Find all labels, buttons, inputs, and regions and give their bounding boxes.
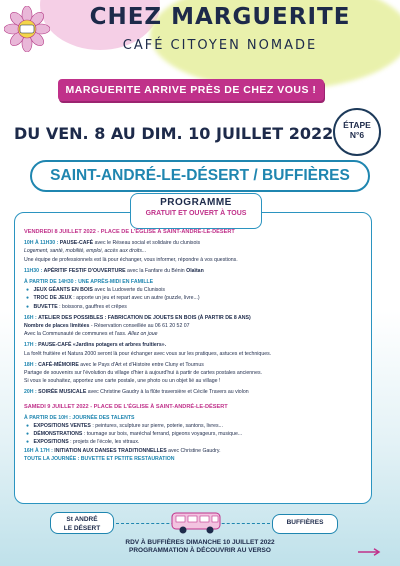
- list-item: ● EXPOSITIONS VENTES : peintures, sculpture sur pierre, poterie, santons, livres...: [24, 422, 364, 430]
- list-item: 10H À 11H30 : PAUSE-CAFÉ avec le Réseau social et solidaire du clunisois: [24, 240, 201, 247]
- etape-number: N°6: [349, 130, 365, 140]
- rdv-line1: RDV À BUFFIÈRES DIMANCHE 10 JUILLET 2022: [125, 539, 275, 546]
- list-item-detail: Logement, santé, mobilité, emploi, accès aux droits...: [24, 248, 147, 255]
- programme-subtitle: GRATUIT ET OUVERT À TOUS: [145, 210, 247, 217]
- friday-heading: VENDREDI 8 JUILLET 2022 - PLACE DE L'ÉGLISE À SAINT-ANDRÉ-LE-DÉSERT: [24, 229, 235, 235]
- flower-logo-icon: [4, 6, 50, 52]
- list-item: 20H : SOIRÉE MUSICALE avec Christine Gaudry à la flûte traversière et Cécile Travers au violon: [24, 389, 249, 396]
- list-item-detail: Une équipe de professionnels est là pour échanger, vous informer, répondre à vos questions.: [24, 256, 238, 263]
- stop-buffieres: BUFFIÈRES: [272, 514, 338, 534]
- list-item: ● DÉMONSTRATIONS : tournage sur bois, maréchal ferrand, pigeons voyageurs, musique...: [24, 430, 364, 438]
- list-item: 18H : CAFÉ-MÉMOIRE avec le Pays d'Art et d'Histoire entre Cluny et Tournus: [24, 361, 204, 368]
- rdv-line2: PROGRAMMATION À DÉCOUVRIR AU VERSO: [129, 547, 271, 554]
- list-item-detail: La forêt fruitière et Natura 2000 seront là pour échanger avec vous sur les pratiques, astuces et techniques.: [24, 350, 272, 357]
- stop-saint-andre-line2: LE DÉSERT: [63, 525, 101, 532]
- list-item: 16H : ATELIER DES POSSIBLES : FABRICATION DE JOUETS EN BOIS (À PARTIR DE 8 ANS): [24, 314, 251, 321]
- van-icon: [168, 510, 226, 536]
- page-title: CHEZ MARGUERITE: [89, 4, 351, 30]
- event-dates: DU VEN. 8 AU DIM. 10 JUILLET 2022: [14, 124, 334, 143]
- etape-label: ÉTAPE: [343, 120, 371, 130]
- page-subtitle: CAFÉ CITOYEN NOMADE: [122, 38, 318, 53]
- rdv-note: [60, 539, 340, 555]
- stop-saint-andre: [50, 512, 114, 534]
- saturday-heading: SAMEDI 9 JUILLET 2022 - PLACE DE L'ÉGLISE À SAINT-ANDRÉ-LE-DÉSERT: [24, 403, 228, 410]
- list-item: ● EXPOSITIONS : projets de l'école, les vitraux.: [24, 438, 364, 446]
- list-item-detail: Partage de souvenirs sur l'évolution du village d'hier à aujourd'hui à partir de cartes postales anciennes.: [24, 370, 262, 377]
- programme-content: [24, 228, 364, 463]
- list-item: ● TROC DE JEUX : apporte un jeu et repart avec un autre (puzzle, livre...): [24, 294, 364, 302]
- talents-heading: À PARTIR DE 10H : JOURNÉE DES TALENTS: [24, 414, 135, 421]
- arrow-right-icon: [358, 548, 382, 556]
- list-item: ● BUVETTE : boissons, gauffres et crêpes: [24, 303, 364, 311]
- programme-title: PROGRAMME: [160, 197, 232, 208]
- event-place: SAINT-ANDRÉ-LE-DÉSERT / BUFFIÈRES: [30, 160, 370, 192]
- etape-badge: [333, 108, 381, 156]
- list-item: 11H30 : APÉRITIF FESTIF D'OUVERTURE avec la Fanfare du Bénin Olaïtan: [24, 267, 204, 274]
- programme-header: [130, 193, 262, 229]
- list-item-detail: Si vous le souhaitez, apportez une carte postale, une photo ou un objet lié au village !: [24, 378, 221, 385]
- list-item-detail: Avec la Communauté de communes et l'ass. Allez on joue: [24, 331, 158, 338]
- list-item: 17H : PAUSE-CAFÉ «Jardins potagers et arbres fruitiers».: [24, 342, 167, 349]
- list-item: ● JEUX GÉANTS EN BOIS avec la Ludoverte du Clunisois: [24, 286, 364, 294]
- arrival-banner: MARGUERITE ARRIVE PRÈS DE CHEZ VOUS !: [58, 79, 324, 101]
- stop-saint-andre-line1: St ANDRÉ: [66, 516, 98, 523]
- list-item: 16H À 17H : INITIATION AUX DANSES TRADITIONNELLES avec Christine Gaudry.: [24, 447, 221, 454]
- family-heading: À PARTIR DE 14H30 : UNE APRÈS-MIDI EN FAMILLE: [24, 279, 154, 286]
- list-item-detail: Nombre de places limitées - Réservation conseillée au 06 61 20 52 07: [24, 323, 190, 330]
- list-item: TOUTE LA JOURNÉE : BUVETTE ET PETITE RESTAURATION: [24, 455, 175, 462]
